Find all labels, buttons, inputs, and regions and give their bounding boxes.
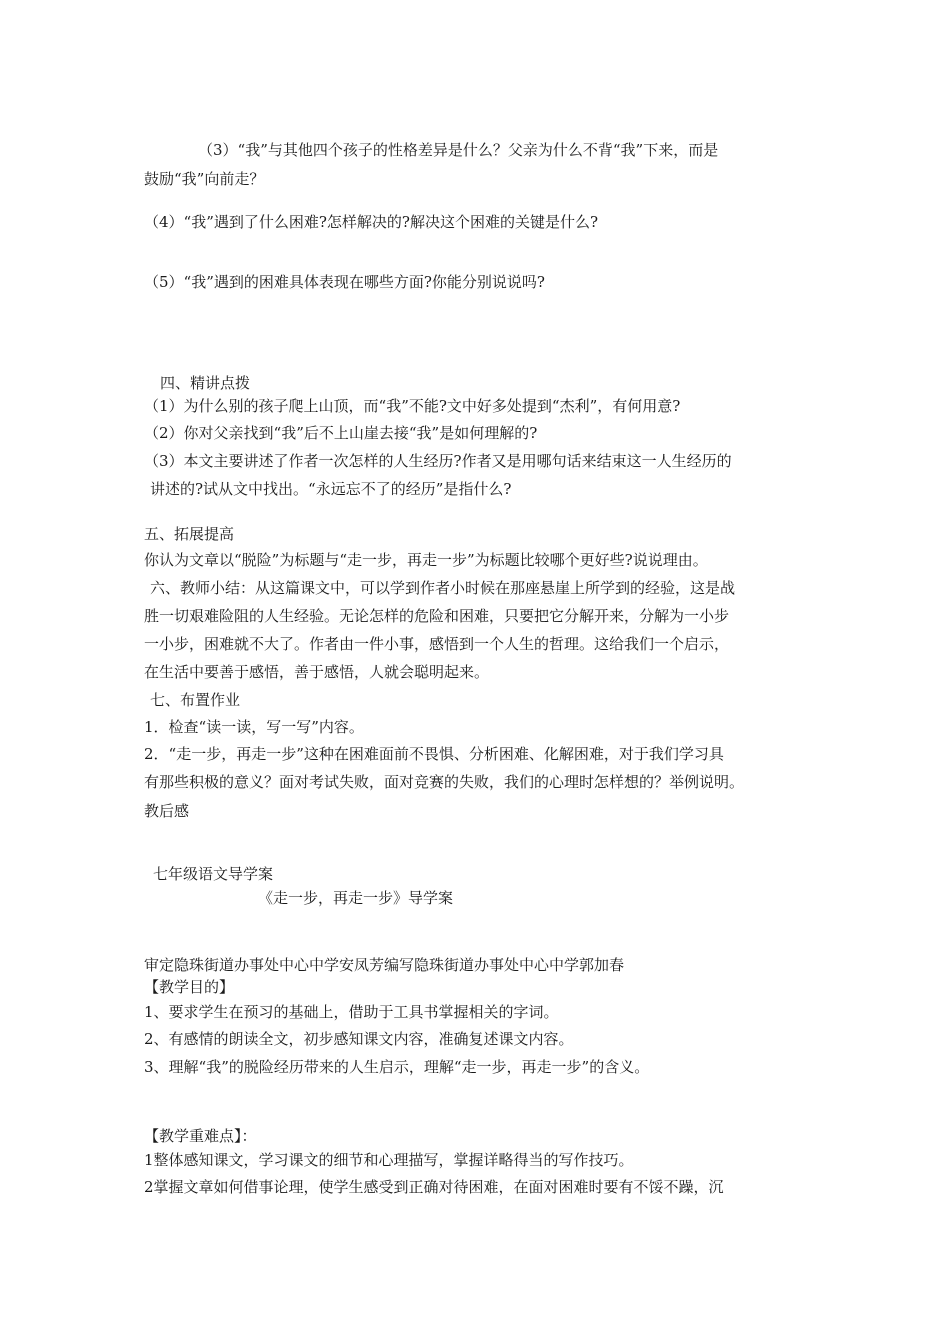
homework-2-cont: 有那些积极的意义？面对考试失败，面对竞赛的失败，我们的心理时怎样想的？举例说明。 xyxy=(144,773,745,791)
homework-1: 1．检查“读一读，写一写”内容。 xyxy=(144,718,364,736)
point-3-cont: 讲述的?试从文中找出。“永远忘不了的经历”是指什么? xyxy=(150,480,512,498)
question-3-cont: 鼓励“我”向前走？ xyxy=(144,170,265,188)
homework-2: 2．“走一步，再走一步”这种在困难面前不畏惧、分析困难、化解困难，对于我们学习具 xyxy=(144,745,724,763)
question-4: （4）“我”遇到了什么困难?怎样解决的?解决这个困难的关键是什么? xyxy=(144,213,599,231)
key-point-2: 2掌握文章如何借事论理，使学生感受到正确对待困难，在面对困难时要有不馁不躁，沉 xyxy=(144,1178,724,1196)
section-heading-7: 七、布置作业 xyxy=(150,691,241,709)
objective-2: 2、有感情的朗读全文，初步感知课文内容，准确复述课文内容。 xyxy=(144,1030,574,1048)
section-heading-5: 五、拓展提高 xyxy=(144,525,235,543)
objective-3: 3、理解“我”的脱险经历带来的人生启示，理解“走一步，再走一步”的含义。 xyxy=(144,1058,650,1076)
question-3: （3）“我”与其他四个孩子的性格差异是什么？父亲为什么不背“我”下来，而是 xyxy=(198,141,719,159)
authors-line: 审定隐珠街道办事处中心中学安凤芳编写隐珠街道办事处中心中学郭加春 xyxy=(144,956,625,974)
objective-1: 1、要求学生在预习的基础上，借助于工具书掌握相关的字词。 xyxy=(144,1003,559,1021)
lesson-title: 《走一步，再走一步》导学案 xyxy=(258,889,454,907)
summary-line-2: 胜一切艰难险阻的人生经验。无论怎样的危险和困难，只要把它分解开来，分解为一小步 xyxy=(144,607,730,625)
point-1: （1）为什么别的孩子爬上山顶，而“我”不能?文中好多处提到“杰利”，有何用意? xyxy=(144,397,681,415)
summary-line-3: 一小步，困难就不大了。作者由一件小事，感悟到一个人生的哲理。这给我们一个启示， xyxy=(144,635,730,653)
course-title: 七年级语文导学案 xyxy=(153,865,274,883)
summary-line-4: 在生活中要善于感悟，善于感悟，人就会聪明起来。 xyxy=(144,663,490,681)
section-heading-4: 四、精讲点拨 xyxy=(160,374,251,392)
extension-question: 你认为文章以“脱险”为标题与“走一步，再走一步”为标题比较哪个更好些?说说理由。 xyxy=(144,551,708,569)
summary-line-1: 六、教师小结：从这篇课文中，可以学到作者小时候在那座悬崖上所学到的经验，这是战 xyxy=(150,579,736,597)
key-point-1: 1整体感知课文，学习课文的细节和心理描写，掌握详略得当的写作技巧。 xyxy=(144,1151,634,1169)
question-5: （5）“我”遇到的困难具体表现在哪些方面?你能分别说说吗? xyxy=(144,273,545,291)
point-3: （3）本文主要讲述了作者一次怎样的人生经历?作者又是用哪句话来结束这一人生经历的 xyxy=(144,452,732,470)
key-points-heading: 【教学重难点】： xyxy=(144,1127,257,1145)
teaching-objectives-heading: 【教学目的】 xyxy=(144,978,235,996)
point-2: （2）你对父亲找到“我”后不上山崖去接“我”是如何理解的? xyxy=(144,424,538,442)
reflection-heading: 教后感 xyxy=(144,802,190,820)
